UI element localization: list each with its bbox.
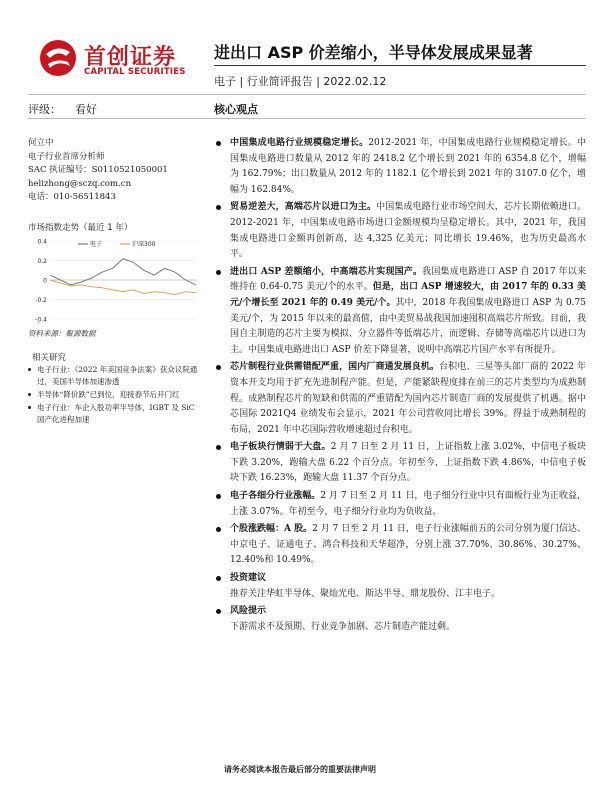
brand-name-en: CAPITAL SECURITIES bbox=[84, 67, 186, 77]
paragraph-emphasis: 但是，出口 ASP 增速较大，由 2017 年的 0.33 美元/个增长至 2021 年的 0.49 美元/个。 bbox=[230, 282, 586, 308]
header-divider bbox=[214, 65, 586, 66]
core-point-paragraph bbox=[214, 522, 586, 569]
legend-label: 沪深300 bbox=[132, 241, 156, 248]
core-point-paragraph bbox=[214, 136, 586, 198]
rating-value: 看好 bbox=[75, 103, 97, 116]
y-tick-label: -0.4 bbox=[35, 316, 47, 324]
paragraph-lead: 电子板块行情弱于大盘。 bbox=[230, 442, 331, 453]
y-tick-label: 0 bbox=[43, 277, 47, 285]
analyst-name: 何立中 bbox=[28, 138, 54, 148]
paragraph-lead: 投资建议 bbox=[230, 573, 267, 584]
bullet-icon bbox=[216, 141, 221, 146]
core-point-paragraph bbox=[214, 571, 586, 602]
core-point-paragraph bbox=[214, 440, 586, 487]
paragraph-text: 2 月 7 日至 2 月 11 日，电子细分行业中只有面板行业为正收益，上涨 3.07%。年初至今，电子细分行业均为负收益。 bbox=[230, 491, 586, 517]
paragraph-text: 2012-2021 年，中国集成电路行业规模稳定增长。中国集成电路进口数量从 2012 年的 2418.2 亿个增长到 2021 年的 6354.8 亿个，增幅为 162.79%；出口数量从 2012 年的 1182.1 亿个增长到 2021 年的 3107.0 亿个，增幅为 162.84%。 bbox=[230, 138, 586, 195]
capital-securities-logo-icon bbox=[38, 38, 78, 78]
legend-label: 电子 bbox=[90, 241, 103, 248]
y-tick-label: 0.2 bbox=[37, 258, 47, 265]
core-point-paragraph bbox=[214, 360, 586, 438]
analyst-email[interactable]: helizhong@sczq.com.cn bbox=[28, 178, 132, 189]
brand-name-cn: 首创证券 bbox=[84, 45, 177, 70]
analyst-phone: 电话：010-56511843 bbox=[28, 192, 116, 203]
paragraph-text: 中国集成电路行业市场空间大，芯片长期依赖进口。2012-2021 年，中国集成电路市场进口金额规模均呈稳定增长。其中，2021 年，我国集成电路进口金额再创新高，达 4,325 亿美元；同比增长 19.46%，也为历史最高水平。 bbox=[230, 202, 586, 260]
analyst-info bbox=[28, 137, 168, 205]
chart-title: 市场指数走势（最近 1 年） bbox=[28, 223, 133, 233]
paragraph-text: 推荐关注华虹半导体、聚灿光电、斯达半导、鼎龙股份、江丰电子。 bbox=[230, 588, 501, 599]
footer-disclaimer: 请务必阅读本报告最后部分的重要法律声明 bbox=[224, 764, 376, 774]
chart-source: 资料来源：聚源数据 bbox=[28, 329, 96, 338]
report-subhead: 电子 | 行业简评报告 | 2022.02.12 bbox=[214, 75, 387, 88]
paragraph-lead: 芯片制程行业供需错配严重，国内厂商通发展良机。 bbox=[230, 362, 440, 373]
bullet-icon bbox=[216, 527, 221, 532]
paragraph-lead: 中国集成电路行业规模稳定增长。 bbox=[230, 138, 369, 148]
core-title: 核心观点 bbox=[214, 103, 258, 116]
rating bbox=[28, 101, 111, 117]
top-rule bbox=[28, 94, 586, 95]
paragraph-text: 其中，2018 年我国集成电路进口 ASP 为 0.75 美元/个，为 2015 年以来的最高值，由中美贸易战我国加速囤积高端芯片所致。目前，我国自主制造的芯片主要为模拟、分立器件等低端芯片，而逻辑、存储等高端芯片以进口为主。中国集成电路进出口 ASP 价差下降显著，说明中高端芯片国产水平有所提升。 bbox=[230, 297, 586, 355]
paragraph-text: 我国集成电路进口 ASP 自 2017 年以来维持在 0.64-0.75 美元/个的水平。 bbox=[230, 266, 586, 293]
bullet-icon bbox=[216, 445, 221, 450]
core-point-paragraph bbox=[214, 489, 586, 520]
related-item[interactable]: 电子行业：车企入股功率半导体，IGBT 及 SiC 国产化进程加速 bbox=[28, 402, 198, 426]
series-line-0 bbox=[50, 259, 196, 285]
rating-rule bbox=[28, 118, 586, 119]
related-list bbox=[28, 364, 198, 427]
paragraph-lead: 风险提示 bbox=[230, 606, 267, 617]
core-point-paragraph bbox=[214, 200, 586, 262]
paragraph-text: 2 月 7 日至 2 月 11 日，上证指数上涨 3.02%，中信电子板块下跌 3.20%，跑输大盘 6.22 个百分点。年初至今，上证指数下跌 4.86%，中信电子板块下跌 16.23%，跑输大盘 11.37 个百分点。 bbox=[230, 442, 586, 484]
related-item[interactable]: 半导体“降价跌”已到位，迎接春节后开门红 bbox=[28, 389, 198, 401]
bullet-icon bbox=[216, 270, 221, 275]
paragraph-text: 台积电、三星等头部厂商的 2022 年资本开支均用于扩充先进制程产能。但是，产能紧缺程度排在前三的芯片类型均为成熟制程。成熟制程芯片的短缺和供需的严重错配为国内芯片制造厂商的发展提供了机遇。据中芯国际 2021Q4 业绩发布会显示，2021 年公司营收同比增长 39%。得益于成熟制程的布局，2021 年中芯国际营收增速超过台积电。 bbox=[230, 362, 586, 435]
paragraph-lead: 进出口 ASP 差额缩小，中高端芯片实现国产。 bbox=[230, 266, 423, 277]
core-point-paragraph bbox=[214, 604, 586, 635]
paragraph-lead: 贸易逆差大，高端芯片以进口为主。 bbox=[230, 202, 377, 213]
paragraph-lead: 电子各细分行业涨幅。 bbox=[230, 491, 321, 502]
bullet-icon bbox=[216, 494, 221, 499]
related-title: 相关研究 bbox=[32, 353, 67, 363]
bullet-icon bbox=[216, 365, 221, 370]
market-index-chart bbox=[28, 235, 198, 325]
report-title: 进出口 ASP 价差缩小，半导体发展成果显著 bbox=[214, 43, 533, 62]
rating-label: 评级： bbox=[28, 103, 61, 116]
paragraph-text: 下游需求不及预期、行业竞争加剧、芯片制造产能过剩。 bbox=[230, 621, 456, 632]
main-content bbox=[214, 136, 586, 637]
series-line-1 bbox=[50, 280, 196, 295]
core-point-paragraph bbox=[214, 265, 586, 359]
related-item[interactable]: 电子行业：《2022 年美国竞争法案》获众议院通过，美国半导体加速渗透 bbox=[28, 364, 198, 388]
bullet-icon bbox=[216, 205, 221, 210]
analyst-license: SAC 执证编号：S0110521050001 bbox=[28, 165, 168, 176]
bullet-icon bbox=[216, 609, 221, 614]
y-tick-label: -0.2 bbox=[35, 297, 47, 304]
paragraph-text: 2 月 7 日至 2 月 11 日，电子行业涨幅前五的公司分别为厦门信达、中京电子、证通电子、鸿合科技和天华超净，分别上涨 37.70%、30.86%、30.27%、12.40%和 10.49%。 bbox=[230, 524, 586, 566]
y-tick-label: 0.4 bbox=[37, 238, 47, 246]
paragraph-lead: 个股涨跌幅：A 股。 bbox=[230, 524, 313, 535]
bullet-icon bbox=[216, 576, 221, 581]
analyst-role: 电子行业首席分析师 bbox=[28, 151, 105, 162]
